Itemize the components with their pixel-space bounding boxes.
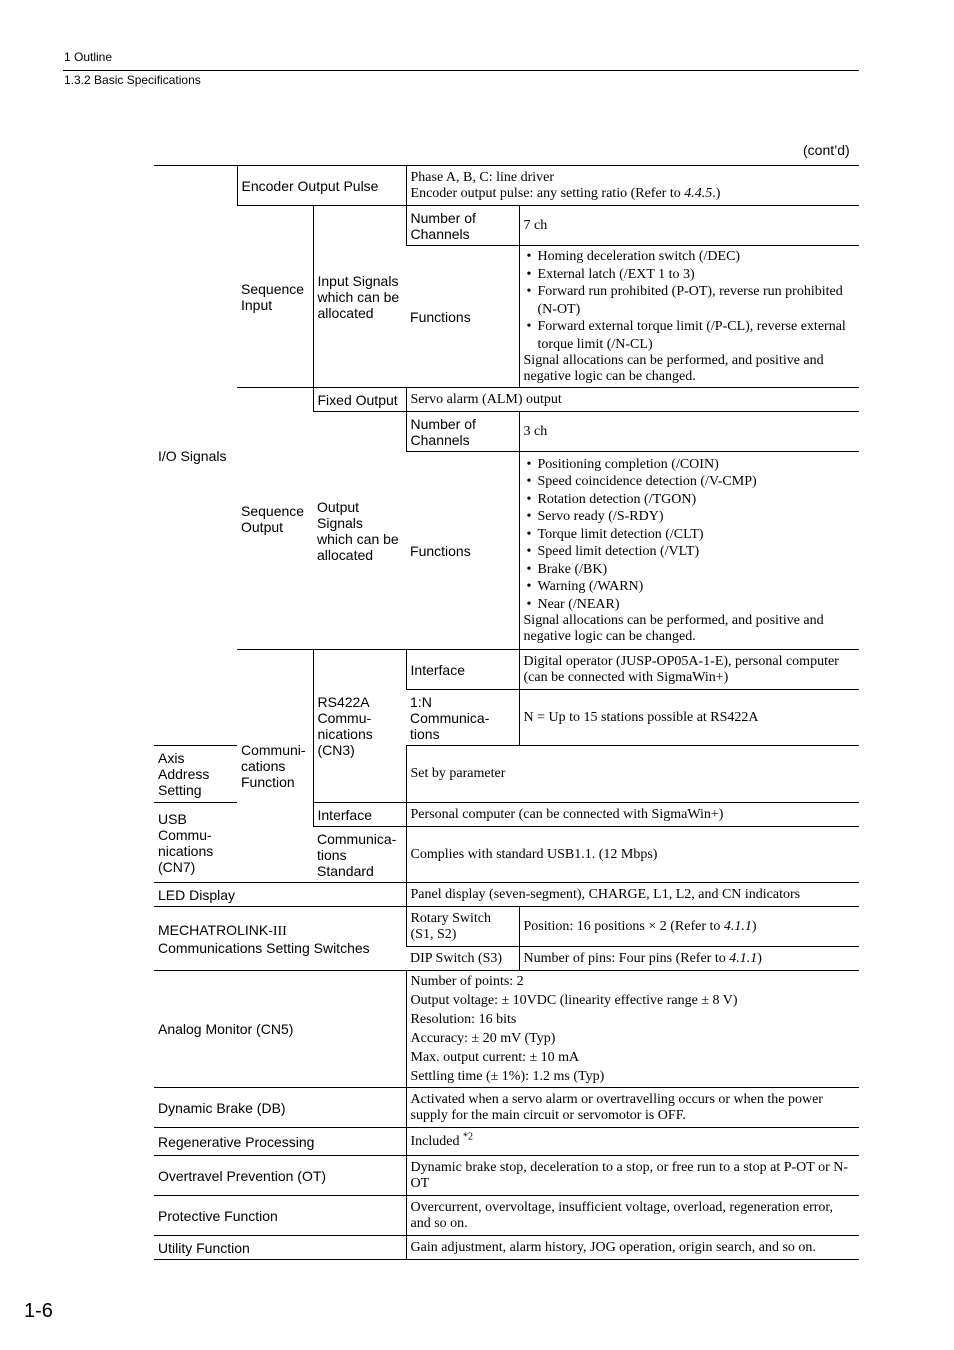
list-item: • Forward external torque limit (/P-CL), reverse external torque limit (/N-CL) [524,318,856,353]
header-rule [63,70,859,71]
footnote-marker: *2 [463,1130,473,1142]
rotary-switch-value: Position: 16 positions × 2 (Refer to 4.1.1) [519,907,859,947]
input-functions-label: Functions [406,246,519,388]
encoder-line-1: Phase A, B, C: line driver [410,169,555,185]
usb-standard-label: Communica-tions Standard [313,827,406,883]
table-row [154,971,859,1088]
table-row [154,1128,859,1156]
rs422a-interface-label: Interface [406,650,519,690]
table-row [154,1236,859,1260]
list-item: • Forward run prohibited (P-OT), reverse run prohibited (N-OT) [524,283,856,318]
table-row [154,1088,859,1128]
regenerative-processing-value: Included $^{*2}$ [406,1128,859,1156]
output-channels-label: Number of Channels [406,412,519,452]
usb-standard-value: Complies with standard USB1.1. (12 Mbps) [406,827,859,883]
table-row [154,883,859,907]
list-item: • Positioning completion (/COIN) [524,456,856,474]
cross-reference: 4.4.5 [684,185,713,201]
protective-function-label: Protective Function [154,1196,406,1236]
led-display-value: Panel display (seven-segment), CHARGE, L1, L2, and CN indicators [406,883,859,907]
table-row [154,388,859,412]
rs422a-interface-value: Digital operator (JUSP-OP05A-1-E), personal computer (can be connected with SigmaWin+) [519,650,859,690]
list-item: • Homing deceleration switch (/DEC) [524,248,856,266]
input-channels-value: 7 ch [519,206,859,246]
table-row [154,166,859,206]
encoder-output-pulse-label: Encoder Output Pulse [237,166,406,206]
analog-line: Settling time (± 1%): 1.2 ms (Typ) [410,1069,605,1084]
input-functions-value [519,246,859,388]
list-item: • Near (/NEAR) [524,596,856,614]
analog-monitor-value [406,971,859,1088]
table-row [154,1196,859,1236]
utility-function-value: Gain adjustment, alarm history, JOG operation, origin search, and so on. [406,1236,859,1260]
one-to-n-label: 1:N Communica-tions [406,690,519,746]
list-item: • Servo ready (/S-RDY) [524,508,856,526]
analog-line: Max. output current: ± 10 mA [410,1050,580,1065]
table-row [154,650,859,690]
overtravel-prevention-value: Dynamic brake stop, deceleration to a stop, or free run to a stop at P-OT or N-OT [406,1156,859,1196]
specifications-table [154,165,859,1260]
cross-reference: 4.1.1 [723,918,752,934]
sequence-output-label: Sequence Output [237,388,313,650]
output-channels-value: 3 ch [519,412,859,452]
list-item: • External latch (/EXT 1 to 3) [524,266,856,284]
input-channels-label: Number of Channels [406,206,519,246]
output-functions-value [519,452,859,650]
rotary-switch-label: Rotary Switch (S1, S2) [406,907,519,947]
mechatrolink-switches-label: MECHATROLINK-III Communications Setting Switches [154,907,406,971]
axis-address-label: Axis Address Setting [154,746,237,803]
chapter-heading: 1 Outline [64,50,113,64]
dip-switch-label: DIP Switch (S3) [406,947,519,971]
encoder-line-2: Encoder output pulse: any setting ratio (Refer to 4.4.5.) [410,185,721,201]
fixed-output-value: Servo alarm (ALM) output [406,388,859,412]
regenerative-processing-label: Regenerative Processing [154,1128,406,1156]
dip-switch-value: Number of pins: Four pins (Refer to 4.1.1) [519,947,859,971]
page-number: 1-6 [24,1300,53,1322]
protective-function-value: Overcurrent, overvoltage, insufficient voltage, overload, regeneration error, and so on. [406,1196,859,1236]
one-to-n-value: N = Up to 15 stations possible at RS422A [519,690,859,746]
list-item: • Rotation detection (/TGON) [524,491,856,509]
output-functions-note: Signal allocations can be performed, and positive and negative logic can be changed. [523,613,824,645]
output-functions-list [524,456,856,614]
overtravel-prevention-label: Overtravel Prevention (OT) [154,1156,406,1196]
usb-interface-label: Interface [313,803,406,827]
utility-function-label: Utility Function [154,1236,406,1260]
list-item: • Brake (/BK) [524,561,856,579]
sequence-input-label: Sequence Input [237,206,313,388]
list-item: • Speed coincidence detection (/V-CMP) [524,473,856,491]
list-item: • Warning (/WARN) [524,578,856,596]
fixed-output-label: Fixed Output [313,388,406,412]
list-item: • Speed limit detection (/VLT) [524,543,856,561]
input-signals-allocatable-label: Input Signals which can be allocated [313,206,406,388]
cross-reference: 4.1.1 [729,950,758,966]
table-row [154,1156,859,1196]
continued-label: (cont’d) [803,142,850,158]
encoder-output-pulse-value [406,166,859,206]
rs422a-label: RS422A Commu-nications (CN3) [313,650,406,803]
input-functions-list [524,248,856,353]
output-functions-label: Functions [406,452,519,650]
table-row [154,907,859,947]
analog-line: Output voltage: ± 10VDC (linearity effective range ± 8 V) [410,993,738,1008]
output-signals-allocatable-label: Output Signals which can be allocated [313,412,406,650]
io-signals-label: I/O Signals [154,166,237,746]
input-functions-note: Signal allocations can be performed, and positive and negative logic can be changed. [523,353,824,384]
led-display-label: LED Display [154,883,406,907]
usb-label: USB Commu-nications (CN7) [154,803,237,883]
usb-interface-value: Personal computer (can be connected with SigmaWin+) [406,803,859,827]
dynamic-brake-label: Dynamic Brake (DB) [154,1088,406,1128]
communications-function-label: Communi-cations Function [237,650,313,883]
analog-line: Accuracy: ± 20 mV (Typ) [410,1031,556,1046]
analog-line: Number of points: 2 [410,974,524,989]
section-heading: 1.3.2 Basic Specifications [64,73,201,87]
list-item: • Torque limit detection (/CLT) [524,526,856,544]
table-row [154,206,859,246]
dynamic-brake-value: Activated when a servo alarm or overtravelling occurs or when the power supply for the main circuit or servomotor is OFF. [406,1088,859,1128]
analog-monitor-label: Analog Monitor (CN5) [154,971,406,1088]
analog-line: Resolution: 16 bits [410,1012,517,1027]
axis-address-value: Set by parameter [406,746,859,803]
